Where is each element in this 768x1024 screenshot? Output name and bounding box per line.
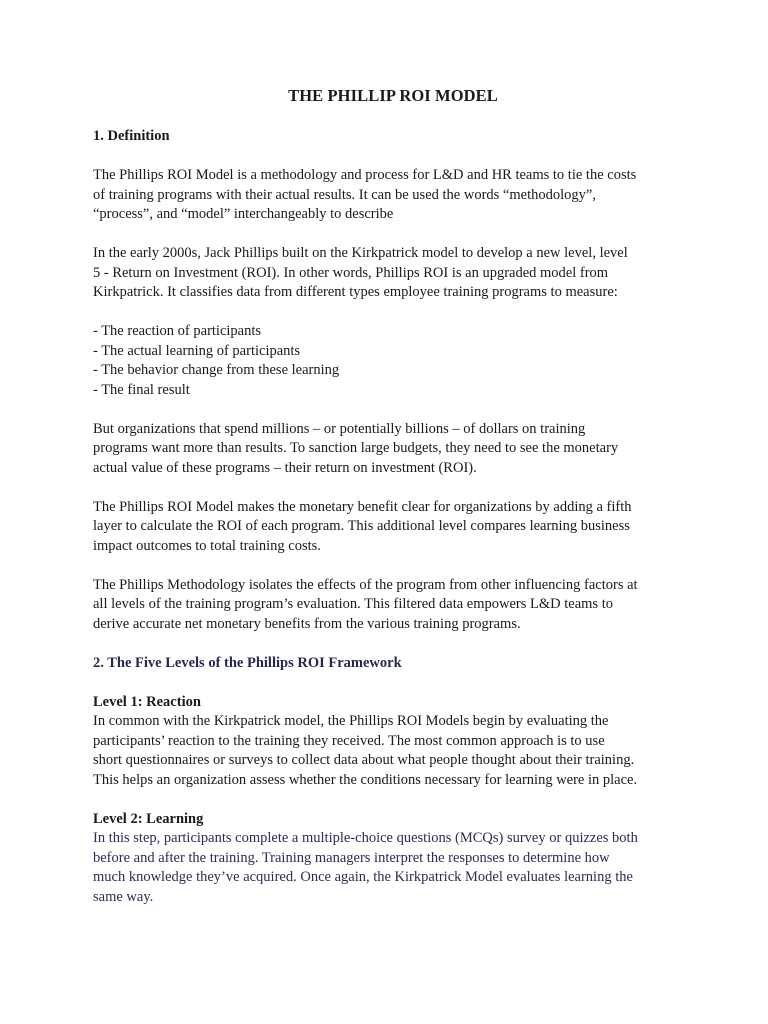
definition-paragraph-1	[93, 166, 693, 225]
text-line: layer to calculate the ROI of each program. This additional level compares learning business	[93, 518, 630, 534]
text-line: Kirkpatrick. It classifies data from different types employee training programs to measure:	[93, 284, 618, 300]
text-line: all levels of the training program’s evaluation. This filtered data empowers L&D teams to	[93, 596, 613, 612]
level-1-title: Level 1: Reaction	[93, 693, 201, 710]
text-line: “process”, and “model” interchangeably to describe	[93, 206, 394, 222]
list-item: - The reaction of participants	[93, 323, 262, 339]
definition-paragraph-5	[93, 576, 693, 635]
text-line: 5 - Return on Investment (ROI). In other words, Phillips ROI is an upgraded model from	[93, 264, 609, 281]
text-line: The Phillips ROI Model is a methodology and process for L&D and HR teams to tie the costs	[93, 167, 637, 183]
definition-paragraph-4	[93, 498, 693, 557]
text-line: But organizations that spend millions – or potentially billions – of dollars on training	[93, 420, 586, 437]
text-line: This helps an organization assess whether the conditions necessary for learning were in place.	[93, 771, 638, 788]
text-line: participants’ reaction to the training they received. The most common approach is to use	[93, 732, 605, 749]
definition-paragraph-2	[93, 244, 693, 303]
definition-paragraph-3	[93, 420, 693, 479]
section-definition-heading: 1. Definition	[93, 128, 170, 144]
text-line: The Phillips ROI Model makes the monetary benefit clear for organizations by adding a fifth	[93, 498, 632, 515]
text-line: In the early 2000s, Jack Phillips built on the Kirkpatrick model to develop a new level, level	[93, 245, 628, 261]
level-2-body	[93, 829, 693, 907]
section-five-levels-heading: 2. The Five Levels of the Phillips ROI Framework	[93, 654, 402, 671]
text-line: derive accurate net monetary benefits from the various training programs.	[93, 615, 521, 632]
level-2-title: Level 2: Learning	[93, 810, 204, 827]
text-line: same way.	[93, 888, 154, 905]
text-line: much knowledge they’ve acquired. Once again, the Kirkpatrick Model evaluates learning the	[93, 869, 633, 885]
level-1-body	[93, 712, 693, 790]
text-line: The Phillips Methodology isolates the effects of the program from other influencing factors at	[93, 576, 638, 593]
text-line: programs want more than results. To sanction large budgets, they need to see the monetary	[93, 440, 619, 456]
text-line: short questionnaires or surveys to collect data about what people thought about their training.	[93, 752, 635, 768]
text-line: of training programs with their actual results. It can be used the words “methodology”,	[93, 186, 596, 203]
text-line: before and after the training. Training managers interpret the responses to determine how	[93, 849, 610, 866]
text-line: In this step, participants complete a multiple-choice questions (MCQs) survey or quizzes both	[93, 830, 638, 846]
list-item: - The final result	[93, 381, 190, 398]
text-line: actual value of these programs – their return on investment (ROI).	[93, 459, 477, 476]
document-page	[93, 86, 693, 927]
list-item: - The behavior change from these learning	[93, 362, 340, 378]
list-item: - The actual learning of participants	[93, 342, 301, 359]
document-title: THE PHILLIP ROI MODEL	[288, 86, 498, 105]
text-line: impact outcomes to total training costs.	[93, 537, 321, 554]
text-line: In common with the Kirkpatrick model, the Phillips ROI Models begin by evaluating the	[93, 713, 609, 729]
measure-list	[93, 322, 693, 400]
